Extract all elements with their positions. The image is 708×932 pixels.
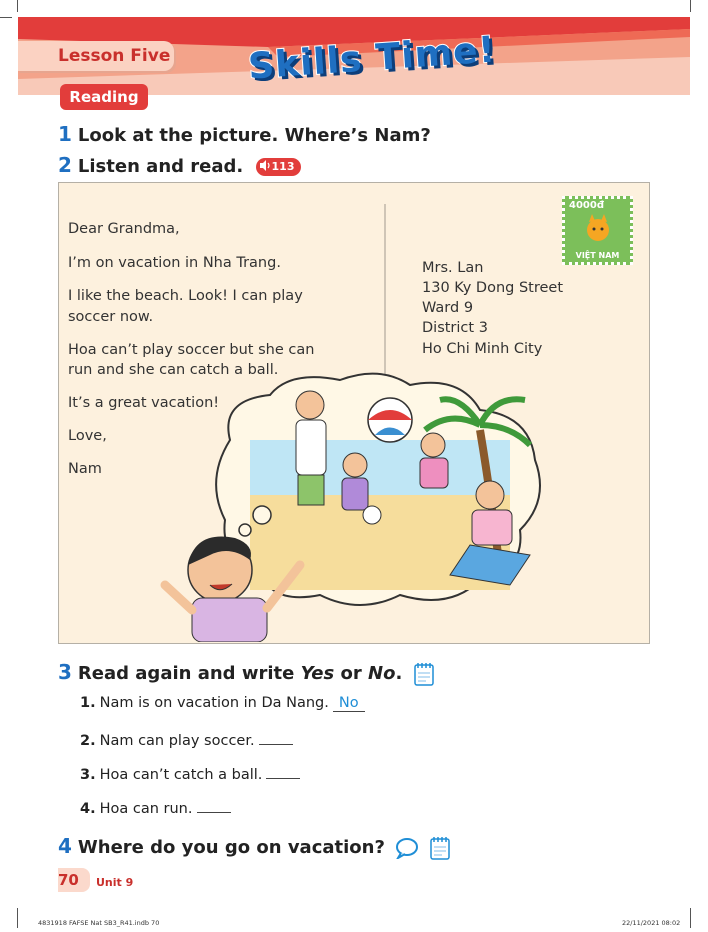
- letter-signature: Nam: [68, 461, 102, 477]
- exercise-item: [80, 764, 300, 783]
- answer-field[interactable]: [259, 730, 293, 745]
- question-4: [58, 834, 451, 860]
- letter-line: run and she can catch a ball.: [68, 362, 279, 378]
- exercise-item: [80, 798, 231, 817]
- question-text: Look at the picture. Where’s Nam?: [77, 125, 431, 146]
- item-text: Hoa can run.: [99, 801, 193, 817]
- letter-line: I like the beach. Look! I can play: [68, 288, 303, 304]
- exercise-item: [80, 730, 293, 749]
- question-number: 2: [58, 153, 72, 177]
- speaker-icon: [260, 160, 272, 171]
- answer-field[interactable]: [197, 798, 231, 813]
- answer-field[interactable]: [266, 764, 300, 779]
- stamp-value: 4000đ: [569, 200, 604, 211]
- letter-closing: Love,: [68, 428, 107, 444]
- address-line: Ho Chi Minh City: [422, 341, 543, 357]
- cat-icon: [583, 214, 613, 244]
- answer-field[interactable]: No: [333, 695, 365, 712]
- crop-mark: [690, 0, 691, 12]
- crop-mark: [17, 908, 18, 928]
- postcard-divider: [384, 204, 386, 374]
- print-timestamp: 22/11/2021 08:02: [622, 919, 681, 927]
- address-line: District 3: [422, 320, 488, 336]
- audio-button[interactable]: [256, 158, 301, 176]
- item-number: 4.: [80, 801, 96, 817]
- letter-line: It’s a great vacation!: [68, 395, 220, 411]
- exercise-item: [80, 695, 365, 712]
- item-text: Nam can play soccer.: [99, 733, 255, 749]
- yes-word: Yes: [300, 663, 335, 684]
- question-text: Listen and read.: [77, 156, 244, 177]
- address-line: Mrs. Lan: [422, 260, 484, 276]
- print-slug: 4831918 FAFSE Nat SB3_R41.indb 70: [38, 919, 160, 927]
- page-title: Skills Time!: [246, 29, 498, 88]
- question-2: [58, 153, 301, 177]
- item-number: 3.: [80, 767, 96, 783]
- speech-bubble-icon: [395, 837, 419, 859]
- letter-line: Hoa can’t play soccer but she can: [68, 342, 315, 358]
- or-word: or: [334, 663, 369, 684]
- unit-label: Unit 9: [96, 876, 134, 889]
- stamp-country: VIỆT NAM: [575, 251, 620, 260]
- address-line: Ward 9: [422, 300, 474, 316]
- letter-line: I’m on vacation in Nha Trang.: [68, 255, 281, 271]
- audio-track-number: 113: [271, 160, 295, 173]
- page-number: 70: [58, 871, 79, 889]
- no-word: No: [368, 663, 396, 684]
- notepad-icon: [429, 836, 451, 860]
- item-text: Hoa can’t catch a ball.: [99, 767, 263, 783]
- item-text: Nam is on vacation in Da Nang.: [99, 695, 329, 711]
- question-1: [58, 122, 431, 146]
- letter-line: soccer now.: [68, 309, 154, 325]
- question-3: [58, 660, 435, 686]
- section-tag: Reading: [60, 84, 148, 110]
- letter-greeting: Dear Grandma,: [68, 221, 180, 237]
- lesson-label: Lesson Five: [18, 41, 174, 71]
- address-line: 130 Ky Dong Street: [422, 280, 564, 296]
- item-number: 2.: [80, 733, 96, 749]
- crop-mark: [0, 17, 12, 18]
- notepad-icon: [413, 662, 435, 686]
- question-number: 3: [58, 660, 72, 684]
- item-number: 1.: [80, 695, 96, 711]
- question-period: .: [395, 663, 403, 684]
- crop-mark: [17, 0, 18, 12]
- postage-stamp: [562, 196, 633, 265]
- crop-mark: [690, 908, 691, 928]
- question-text: Read again and write: [77, 663, 301, 684]
- question-number: 4: [58, 834, 72, 858]
- question-number: 1: [58, 122, 72, 146]
- question-text: Where do you go on vacation?: [77, 837, 385, 858]
